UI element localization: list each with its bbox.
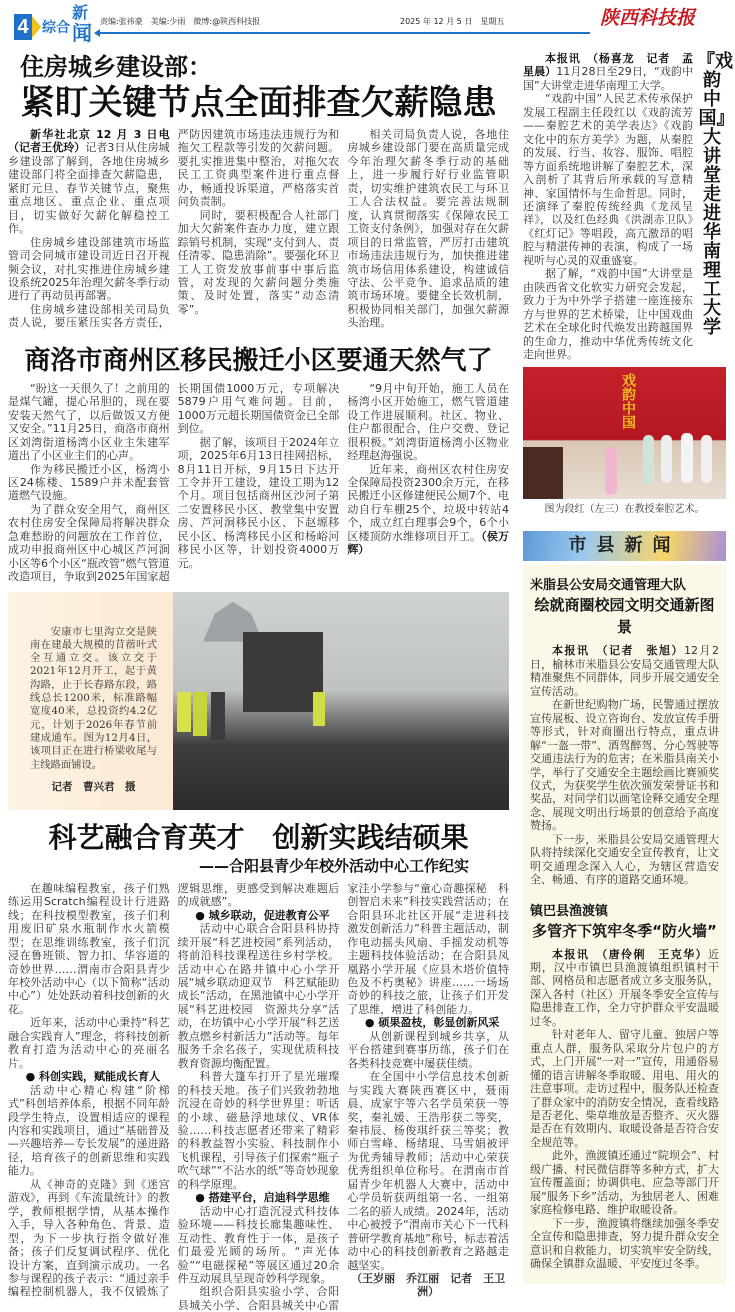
section-subhead: ● 科创实践，赋能成长育人 [25,1070,161,1084]
county2-body [530,948,719,1271]
paragraph [8,128,181,236]
article4-title: 科艺融合育英才 创新实践结硕果 [48,820,469,854]
paragraph [530,644,719,698]
article3-vertical-title: 『戏韵中国』大讲堂走进华南理工大学 [697,51,733,338]
paragraph: 从创新课程到城乡共享，从平台搭建到赛事历练，孩子们在各类科技竞赛中屡获佳绩。 [347,1029,509,1070]
paragraph: 科普大篷车打开了星光璀璨的科技天地。孩子们兴致勃勃地沉浸在奇妙的科学世界里：听话的小球、磁悬浮地球仪、VR体验……科技志愿者还带来了精彩的科教益智小实验、科技制作小飞机课程，引导孩子们探索“瓶子吹气球”“不沾水的纸”等奇妙现象的科学原理。 [177,1070,340,1191]
paragraph: 组织合阳县实验小学、合阳县城关小学、合阳县城关中心雷家洼小学参与“童心奇趣探秘 科创智启未来”科技实践营活动；在合阳县环北社区开展“走进科技 激发创新活力”科普主题活动，制作电动摇头风扇、手摇发动机等主题科技体验活动；在合阳县凤凰路小学开展《应县木塔价值特色及不朽奥秘》讲座……一场场奇妙的科技之旅，让孩子们开发了思维，增进了科创能力。 [177,881,520,1312]
photo-caption-box [8,592,173,810]
lecture-photo [523,367,726,499]
article3-body [523,52,693,361]
author-credit: （侯万辉） [347,529,509,557]
paragraph: 据了解，该项目于2024年立项，2025年6月13日挂网招标，8月11日开标，9月15日下达开工令并开工建设，建设工期为12个月。项目包括商州区沙河子第二安置移民小区、教堂集中安置房、芦河涧移民小区、下赵塬移民小区、杨湾移民小区和杨峪河移民小区等，计划投资4000万元。 [177,435,340,570]
photo-credit: 记者 曹兴君 摄 [51,780,136,793]
paragraph: 相关司局负责人说，各地住房城乡建设部门要在高质量完成今年治理欠薪冬季行动的基础上，进一步履行好行业监管职责，切实维护建筑农民工与环卫工人合法权益。要完善法规制度，认真贯彻落实《保障农民工工资支付条例》，加强对存在欠薪项目的日常监管，严厉打击建筑市场违法违规行为，加快推进建筑市场信用体系建设，构建诚信守法、公平竞争、追求品质的建筑市场环境。要健全长效机制，积极协同相关部门，加强欠薪源头治理。 [347,128,509,330]
paragraph: 此外，渔渡镇还通过“院坝会”、村级广播、村民微信群等多种方式，扩大宣传覆盖面；协调供电、应急等部门开展“服务下乡”活动，为独居老人、困难家庭检修电路、维护取暖设备。 [530,1149,719,1217]
worker [313,692,325,726]
paragraph: 据了解，“戏韵中国”大讲堂是由陕西省文化软实力研究会发起，致力于为中外学子搭建一座连接东方与世界的艺术桥梁，让中国戏曲艺术在全球化时代焕发出跨越国界的生命力，推动中华优秀传统文化走向世界。 [523,267,693,361]
masthead-logo: 陕西科技报 [600,7,696,29]
county2-title: 多管齐下筑牢冬季“防火墙” [532,921,717,940]
page-body [0,48,735,1312]
page-number: 4 [14,14,32,40]
issue-date: 2025 年 12 月 5 日 星期五 [400,17,505,26]
header-rule [100,32,590,34]
paragraph [347,463,509,557]
paragraph-text: 近年来，商州区农村住房安全保障局投资2300余万元，在移民搬迁小区修建便民公厕7个、电动自行车棚25个、垃圾中转站4个，成立红白理事会9个，6个小区楼顶防水维修项目开工。 [347,462,509,543]
photo-row [8,592,509,810]
main-column [0,48,520,1312]
paragraph: 针对老年人、留守儿童、独居户等重点人群，服务队采取分片包户的方式，上门开展“一对一”宣传，用通俗易懂的语言讲解冬季取暖、用电、用火的注意事项。走访过程中，服务队还检查了群众家中的消防安全情况，查看线路是否老化、柴草堆放是否整齐、灭火器是否在有效期内、取暖设备是否符合安全规范等。 [530,1028,719,1149]
paragraph [523,52,693,92]
editor-credits: 责编:张祎豪 美编:少雨 微博:@陕西科技报 [100,17,261,26]
paragraph: 活动中心精心构建“阶梯式”科创培养体系，根据不同年龄段学生特点，设置相适应的课程内容和实践项目，通过“基础普及—兴趣培养—专长发展”的递进路径，培育孩子的创新思维和实践能力。 [8,1083,170,1178]
article1-body [8,128,509,330]
paver-machine [243,632,323,712]
article2-title: 商洛市商州区移民搬迁小区要通天然气了 [24,345,493,376]
county2-kicker: 镇巴县渔渡镇 [530,903,609,919]
paragraph: 下一步，米脂县公安局交通管理大队将持续深化交通安全宣传教育，让文明交通理念深入人心，为辖区营造安全、畅通、有序的道路交通环境。 [530,832,719,887]
byline: 本报讯 （唐伶俐 王克华） [552,947,708,961]
county-news-banner: 市县新闻 [523,531,726,561]
article2-body [8,382,509,584]
paragraph: 近年来，活动中心秉持“科艺融合实践育人”理念，将科技创新教育打造为活动中心的亮丽名片。 [8,1016,170,1070]
road-construction-photo [173,592,509,810]
worker [177,692,191,732]
section-subhead: ● 城乡联动，促进教育公平 [195,908,330,922]
paragraph-text: 近期，汉中市镇巴县渔渡镇组织镇村干部、网格员和志愿者成立多支服务队，深入各村（社区）开展冬季安全宣传与隐患排查工作，全力守护群众平安温暖过冬。 [530,947,719,1028]
section-label-xin: 新 [72,3,89,22]
county1-kicker: 米脂县公安局交通管理大队 [530,578,687,594]
page-header [0,0,735,48]
paragraph: 活动中心联合合阳县科协持续开展“科艺进校园”系列活动，将前沿科技课程送往乡村学校。活动中心在路井镇中心小学开展“城乡联动迎双节 科艺赋能助成长”活动，在黑池镇中心小学开展“科艺进校园 资源共分享”活动，在坊镇中心小学开展“科艺送教点燃乡村新活力”活动等。每年服务千余名孩子，实现优质科技教育资源均衡配置。 [177,922,340,1070]
performer [661,435,672,483]
paragraph-text: 11月28日至29日，“戏韵中国”大讲堂走进华南理工大学。 [523,65,693,92]
section-label-wen: 闻 [72,21,92,45]
worker [193,692,207,736]
performer [605,447,617,495]
road-photo-caption: 安康市七里沟立交是陕南在建最大规模的苜蓿叶式全互通立交。该立交于2021年12月开工，起于黄沟路，止于长春路东段，路线总长1200米，标准路幅宽度40米，总投资约4.2亿元，计划于2026年春节前建成通车。图为12月4日，该项目正在进行桥梁收尾与主线路面铺设。 [30,625,157,771]
paragraph [530,948,719,1029]
performer [643,435,654,485]
paragraph: “盼这一天很久了！之前用的是煤气罐，提心吊胆的，现在要安装天然气了，以后做饭又方便又安全。”11月25日，商洛市商州区刘湾街道杨湾小区业主朱建军道出了小区业主们的心声。 [8,381,170,463]
lecture-photo-caption: 图为段红（左三）在教授秦腔艺术。 [544,504,705,516]
paragraph: 从《神奇的克隆》到《迷宫游戏》，再到《车流量统计》的教学，教师根据学情，从基本操作入手，导入各种角色、背景、造型，为下一步执行指令做好准备；孩子们反复调试程序、优化设计方案，直到演示成功。一名参与课程的孩子表示：“通过亲手编程控制机器人，我不仅锻炼了逻辑思维，更感受到解决难题后的成就感”。 [8,881,340,1299]
paragraph: 为了群众安全用气，商州区农村住房安全保障局将解决群众急难愁盼的问题放在工作首位，成功申报商州区中心城区芦河涧小区等6个小区“瓶改管”燃气管道改造项目，争取到2025年国家超长期国债1000万元，专项解决5879户用气难问题。目前，1000万元超长期国债资金已全部到位。 [8,381,340,584]
article4-subtitle: ——合阳县青少年校外活动中心工作纪实 [198,856,469,875]
byline: 本报讯 （杨喜龙 记者 孟星晨） [523,52,693,79]
paragraph-text: 记者3日从住房城乡建设部了解到，各地住房城乡建设部门将全面排查欠薪隐患，紧盯元旦、春节关键节点，聚焦重点地区、重点企业、重点项目，切实做好欠薪化解稳控工作。 [8,141,170,236]
paragraph: 住房城乡建设部相关司局负责人说，要压紧压实各方责任，严防因建筑市场违法违规行为和拖欠工程款等引发的欠薪问题。要扎实推进集中整治，对拖欠农民工工资典型案件进行重点督办，畅通投诉渠道，严格落实首问负责制。 [8,128,340,330]
paragraph: 活动中心打造沉浸式科技体验环境——科技长廊集趣味性、互动性、教育性于一体，是孩子们最爱光顾的场所。“声光体验”“电磁探秘”等展区通过20余件互动展具呈现奇妙科学现象。 [177,1204,340,1285]
county1-title: 绘就商圈校园文明交通新图景 [534,596,715,637]
arrow-icon [32,16,41,38]
article4-body [8,881,520,1312]
section-label: 综合 [42,20,70,36]
paragraph: 在新世纪购物广场，民警通过摆放宣传展板、设立咨询台、发放宣传手册等形式，针对商圈出行特点，重点讲解“一盔一带”、酒驾醉驾、分心驾驶等交通违法行为的危害；在米脂县南关小学，举行了交通安全主题绘画比赛颁奖仪式，为获奖学生依次颁发荣誉证书和奖品，对同学们以画笔诠释交通安全理念、展现文明出行场景的创意给予高度赞扬。 [530,698,719,833]
paragraph-text: 12月2日，榆林市米脂县公安局交通管理大队精准聚焦不同群体，同步开展交通安全宣传活动。 [530,644,719,698]
stage-sign: 戏韵中国 [620,373,636,430]
arrow-left-icon [94,29,100,37]
paragraph: 同时，要积极配合人社部门加大欠薪案件查办力度，建立跟踪销号机制，实现“支付到人、责任清零、隐患消除”。要强化环卫工人工资发放事前事中事后监管，对发现的欠薪问题分类施策、及时处置，落实“动态清零”。 [177,208,340,316]
section-subhead: ● 搭建平台，启迪科学思维 [195,1191,330,1205]
paragraph: 在全国中小学信息技术创新与实践大赛陕西赛区中，聂雨晨、成家宇等六名学员荣获一等奖，秦礼媛、王浩彤获二等奖，秦祎辰、杨俊琪纤获三等奖；教师白雪峰、杨绪琨、马雪娟被评为优秀辅导教师；活动中心荣获优秀组织单位称号。在渭南市首届青少年机器人大赛中，活动中心学员斩获两组第一名、一组第二名的骄人成绩。2024年，活动中心被授予“渭南市关心下一代科普研学教育基地”称号，标志着活动中心的科技创新教育之路越走越坚实。 [347,1070,509,1272]
paragraph: 住房城乡建设部建筑市场监管司会同城市建设司近日召开视频会议，对扎实推进住房城乡建设系统2025年治理欠薪冬季行动进行了再动员再部署。 [8,235,170,303]
performer [681,433,693,483]
section-subhead: ● 硕果盈枝，彰显创新风采 [364,1016,500,1030]
paragraph: 下一步，渔渡镇将继续加强冬季安全宣传和隐患排查，努力提升群众安全意识和自救能力，切实筑牢安全防线，确保全镇群众温暖、平安度过冬季。 [530,1216,719,1270]
article1-title: 紧盯关键节点全面排查欠薪隐患 [20,83,497,123]
paragraph: “9月中旬开始，施工人员在杨湾小区开始施工，燃气管道建设工作进展顺利。社区、物业、住户都很配合，住户交费、登记很积极。”刘湾街道杨湾小区物业经理赵海强说。 [347,381,509,463]
right-column [515,48,735,1284]
paragraph: 在趣味编程教室，孩子们熟练运用Scratch编程设计行进路线；在科技模型教室，孩子们利用废旧矿泉水瓶制作水火箭模型；在思维训练教室，孩子们沉浸在鲁班锁、智力扣、华容道的奇妙世界……渭南市合阳县青少年校外活动中心（以下简称“活动中心”）处处跃动着科技创新的火花。 [8,881,170,1016]
worker [211,692,225,740]
author-credit: （王岁丽 乔江丽 记者 王卫洲） [351,1272,506,1299]
county1-body [530,644,719,886]
performer [701,435,712,483]
article1-kicker: 住房城乡建设部： [20,52,212,81]
paragraph: 作为移民搬迁小区，杨湾小区24栋楼、1589户并未配套管道燃气设施。 [8,462,170,503]
byline: 新华社北京 12 月 3 日电 （记者王优玲） [8,128,181,155]
county-news-box [523,565,726,1284]
podium [523,447,563,499]
byline: 本报讯 （记者 张旭） [552,644,684,658]
article3 [523,51,733,361]
paragraph: “戏韵中国”人民艺术传承保护发展工程副主任段红以《戏韵流芳——秦腔艺术的美学表达》《戏韵文化中的东方美学》为题，从秦腔的发展、行当、妆容、服饰、唱腔等方面系统地讲解了秦腔艺术，深入剖析了其背后所承载的写意精神、家国情怀与生命哲思。同时，还演绎了秦腔传统经典《龙凤呈祥》，以及红色经典《洪湖赤卫队》《红灯记》等唱段，高亢激昂的唱腔与精湛传神的表演，构成了一场视听与心灵的双重盛宴。 [523,92,693,267]
